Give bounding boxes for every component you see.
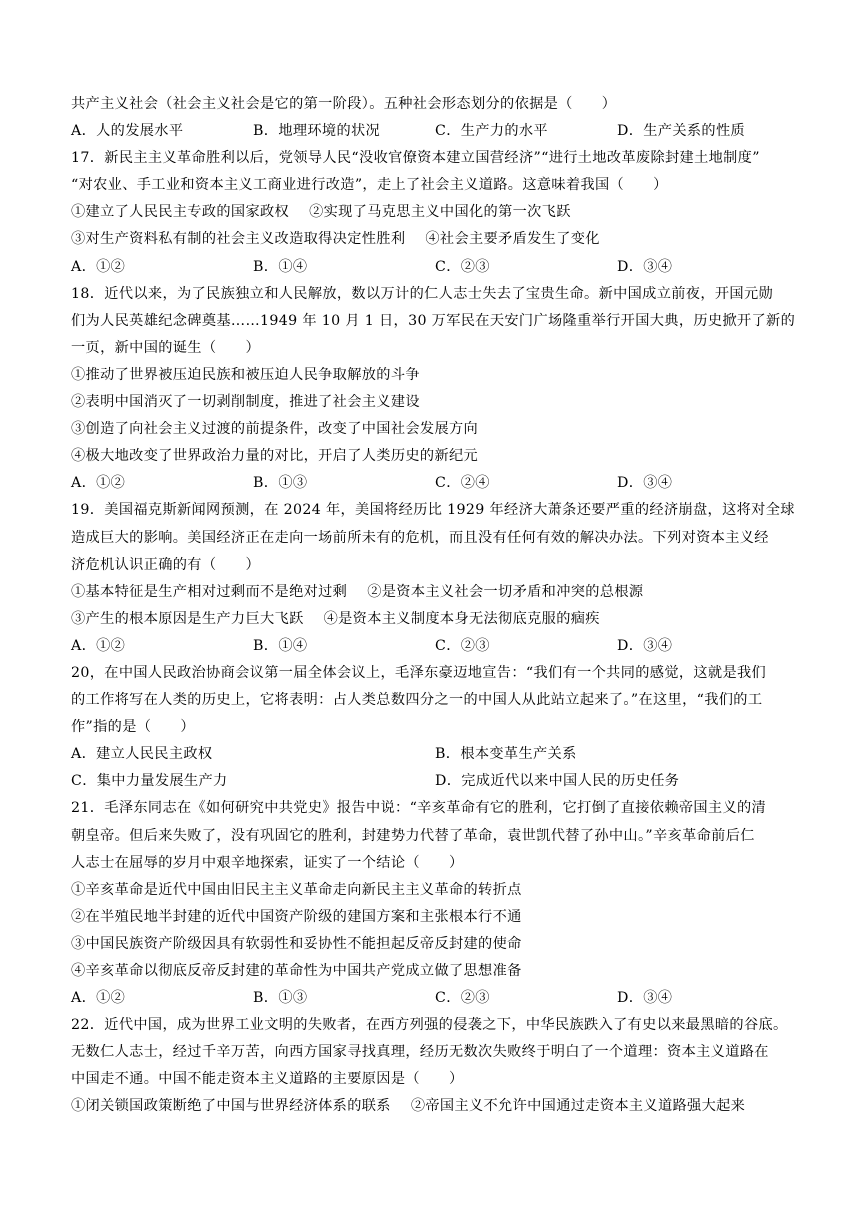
statement-4: ④是资本主义制度本身无法彻底克服的痼疾 <box>323 610 600 627</box>
statement-2: ②帝国主义不允许中国通过走资本主义道路强大起来 <box>410 1098 746 1115</box>
option-d[interactable]: D．③④ <box>617 258 673 275</box>
statement-3: ③对生产资料私有制的社会主义改造取得决定性胜利 <box>71 231 406 248</box>
q19-statements-row <box>71 579 791 606</box>
statement-1: ①推动了世界被压迫民族和被压迫人民争取解放的斗争 <box>71 366 420 383</box>
q19-statements-row <box>71 606 791 633</box>
q18-stem-line: 一页，新中国的诞生（ ） <box>71 339 260 356</box>
q19-options <box>71 633 791 660</box>
statement-3: ③中国民族资产阶级因具有软弱性和妥协性不能担起反帝反封建的使命 <box>71 935 522 952</box>
option-b[interactable]: B．①③ <box>253 475 308 492</box>
q17-options <box>71 254 791 281</box>
q20-stem-line: 的工作将写在人类的历史上，它将表明：占人类总数四分之一的中国人从此站立起来了。”在这里，“我们的工 <box>71 692 763 709</box>
option-d[interactable]: D．完成近代以来中国人民的历史任务 <box>435 773 680 790</box>
option-a[interactable]: A．①② <box>71 258 126 275</box>
q17-statements-row <box>71 226 791 253</box>
option-d[interactable]: D．③④ <box>617 990 673 1007</box>
statement-2: ②在半殖民地半封建的近代中国资产阶级的建国方案和主张根本行不通 <box>71 908 522 925</box>
q18-options <box>71 470 791 497</box>
option-b[interactable]: B．①③ <box>253 990 308 1007</box>
option-c[interactable]: C．②④ <box>435 475 490 492</box>
option-a[interactable]: A．①② <box>71 990 126 1007</box>
option-d[interactable]: D．③④ <box>617 637 673 654</box>
statement-3: ③产生的根本原因是生产力巨大飞跃 <box>71 610 304 627</box>
q19-stem-line: 造成巨大的影响。美国经济正在走向一场前所未有的危机，而且没有任何有效的解决办法。下列对资本主义经 <box>71 529 769 546</box>
statement-4: ④辛亥革命以彻底反帝反封建的革命性为中国共产党成立做了思想准备 <box>71 963 522 979</box>
q19-stem-line: 19．美国福克斯新闻网预测，在 2024 年，美国将经历比 1929 年经济大萧条还要严重的经济崩盘，这将对全球 <box>71 502 795 519</box>
q17-stem-line: 17．新民主主义革命胜利以后，党领导人民“没收官僚资本建立国营经济”“进行土地改革废除封建土地制度” <box>71 150 760 167</box>
q20-options-row <box>71 768 791 795</box>
statement-1: ①基本特征是生产相对过剩而不是绝对过剩 <box>71 583 348 600</box>
exam-page <box>71 91 796 1121</box>
q22-stem-line: 22．近代中国，成为世界工业文明的失败者，在西方列强的侵袭之下，中华民族跌入了有史以来最黑暗的谷底。 <box>71 1017 788 1034</box>
statement-3: ③创造了向社会主义过渡的前提条件，改变了中国社会发展方向 <box>71 421 479 438</box>
option-a[interactable]: A．①② <box>71 637 126 654</box>
q19-stem-line: 济危机认识正确的有（ ） <box>71 556 260 573</box>
option-c[interactable]: C．集中力量发展生产力 <box>71 773 228 790</box>
statement-4: ④社会主要矛盾发生了变化 <box>425 231 600 248</box>
statement-2: ②实现了马克思主义中国化的第一次飞跃 <box>309 204 571 221</box>
option-a[interactable]: A．①② <box>71 475 126 492</box>
option-d[interactable]: D．生产关系的性质 <box>617 123 746 140</box>
q20-stem-line: 20，在中国人民政治协商会议第一届全体会议上，毛泽东豪迈地宣告：“我们有一个共同的感觉，这就是我们 <box>71 664 767 681</box>
q22-stem-line: 无数仁人志士，经过千辛万苦，向西方国家寻找真理，经历无数次失败终于明白了一个道理：资本主义道路在 <box>71 1044 769 1061</box>
option-b[interactable]: B．①④ <box>253 258 308 275</box>
q21-stem-line: 人志士在屈辱的岁月中艰辛地探索，证实了一个结论（ ） <box>71 854 464 871</box>
option-a[interactable]: A．人的发展水平 <box>71 123 184 140</box>
option-c[interactable]: C．②③ <box>435 258 490 275</box>
q21-stem-line: 朝皇帝。但后来失败了，没有巩固它的胜利，封建势力代替了革命，袁世凯代替了孙中山。”辛亥革命前后仁 <box>71 827 755 844</box>
statement-1: ①闭关锁国政策断绝了中国与世界经济体系的联系 <box>71 1098 391 1115</box>
option-d[interactable]: D．③④ <box>617 475 673 492</box>
q21-options <box>71 985 791 1012</box>
q20-stem-line: 作”指的是（ ） <box>71 719 195 736</box>
statement-1: ①辛亥革命是近代中国由旧民主主义革命走向新民主主义革命的转折点 <box>71 881 522 898</box>
q18-stem-line: 们为人民英雄纪念碑奠基……1949 年 10 月 1 日，30 万军民在天安门广场隆重举行开国大典，历史掀开了新的 <box>71 312 796 329</box>
option-b[interactable]: B．根本变革生产关系 <box>435 746 577 763</box>
q18-stem-line: 18．近代以来，为了民族独立和人民解放，数以万计的仁人志士失去了宝贵生命。新中国成立前夜，开国元勋 <box>71 285 774 302</box>
q17-statements-row <box>71 199 791 226</box>
option-c[interactable]: C．②③ <box>435 990 490 1007</box>
statement-1: ①建立了人民民主专政的国家政权 <box>71 204 290 221</box>
q17-stem-line: “对农业、手工业和资本主义工商业进行改造”，走上了社会主义道路。这意味着我国（ ） <box>71 177 668 194</box>
statement-2: ②表明中国消灭了一切剥削制度，推进了社会主义建设 <box>71 394 420 411</box>
option-b[interactable]: B．地理环境的状况 <box>253 123 381 140</box>
option-a[interactable]: A．建立人民民主政权 <box>71 746 213 763</box>
q16-stem: 共产主义社会（社会主义社会是它的第一阶段）。五种社会形态划分的依据是（ ） <box>71 96 617 112</box>
q20-options-row <box>71 741 791 768</box>
statement-4: ④极大地改变了世界政治力量的对比，开启了人类历史的新纪元 <box>71 448 479 465</box>
q16-options <box>71 118 791 145</box>
option-c[interactable]: C．生产力的水平 <box>435 123 548 140</box>
statement-2: ②是资本主义社会一切矛盾和冲突的总根源 <box>367 583 644 600</box>
option-b[interactable]: B．①④ <box>253 637 308 654</box>
option-c[interactable]: C．②③ <box>435 637 490 654</box>
q22-statements-row <box>71 1093 791 1120</box>
q21-stem-line: 21．毛泽东同志在《如何研究中共党史》报告中说：“辛亥革命有它的胜利，它打倒了直接依赖帝国主义的清 <box>71 800 767 817</box>
q22-stem-line: 中国走不通。中国不能走资本主义道路的主要原因是（ ） <box>71 1071 464 1088</box>
